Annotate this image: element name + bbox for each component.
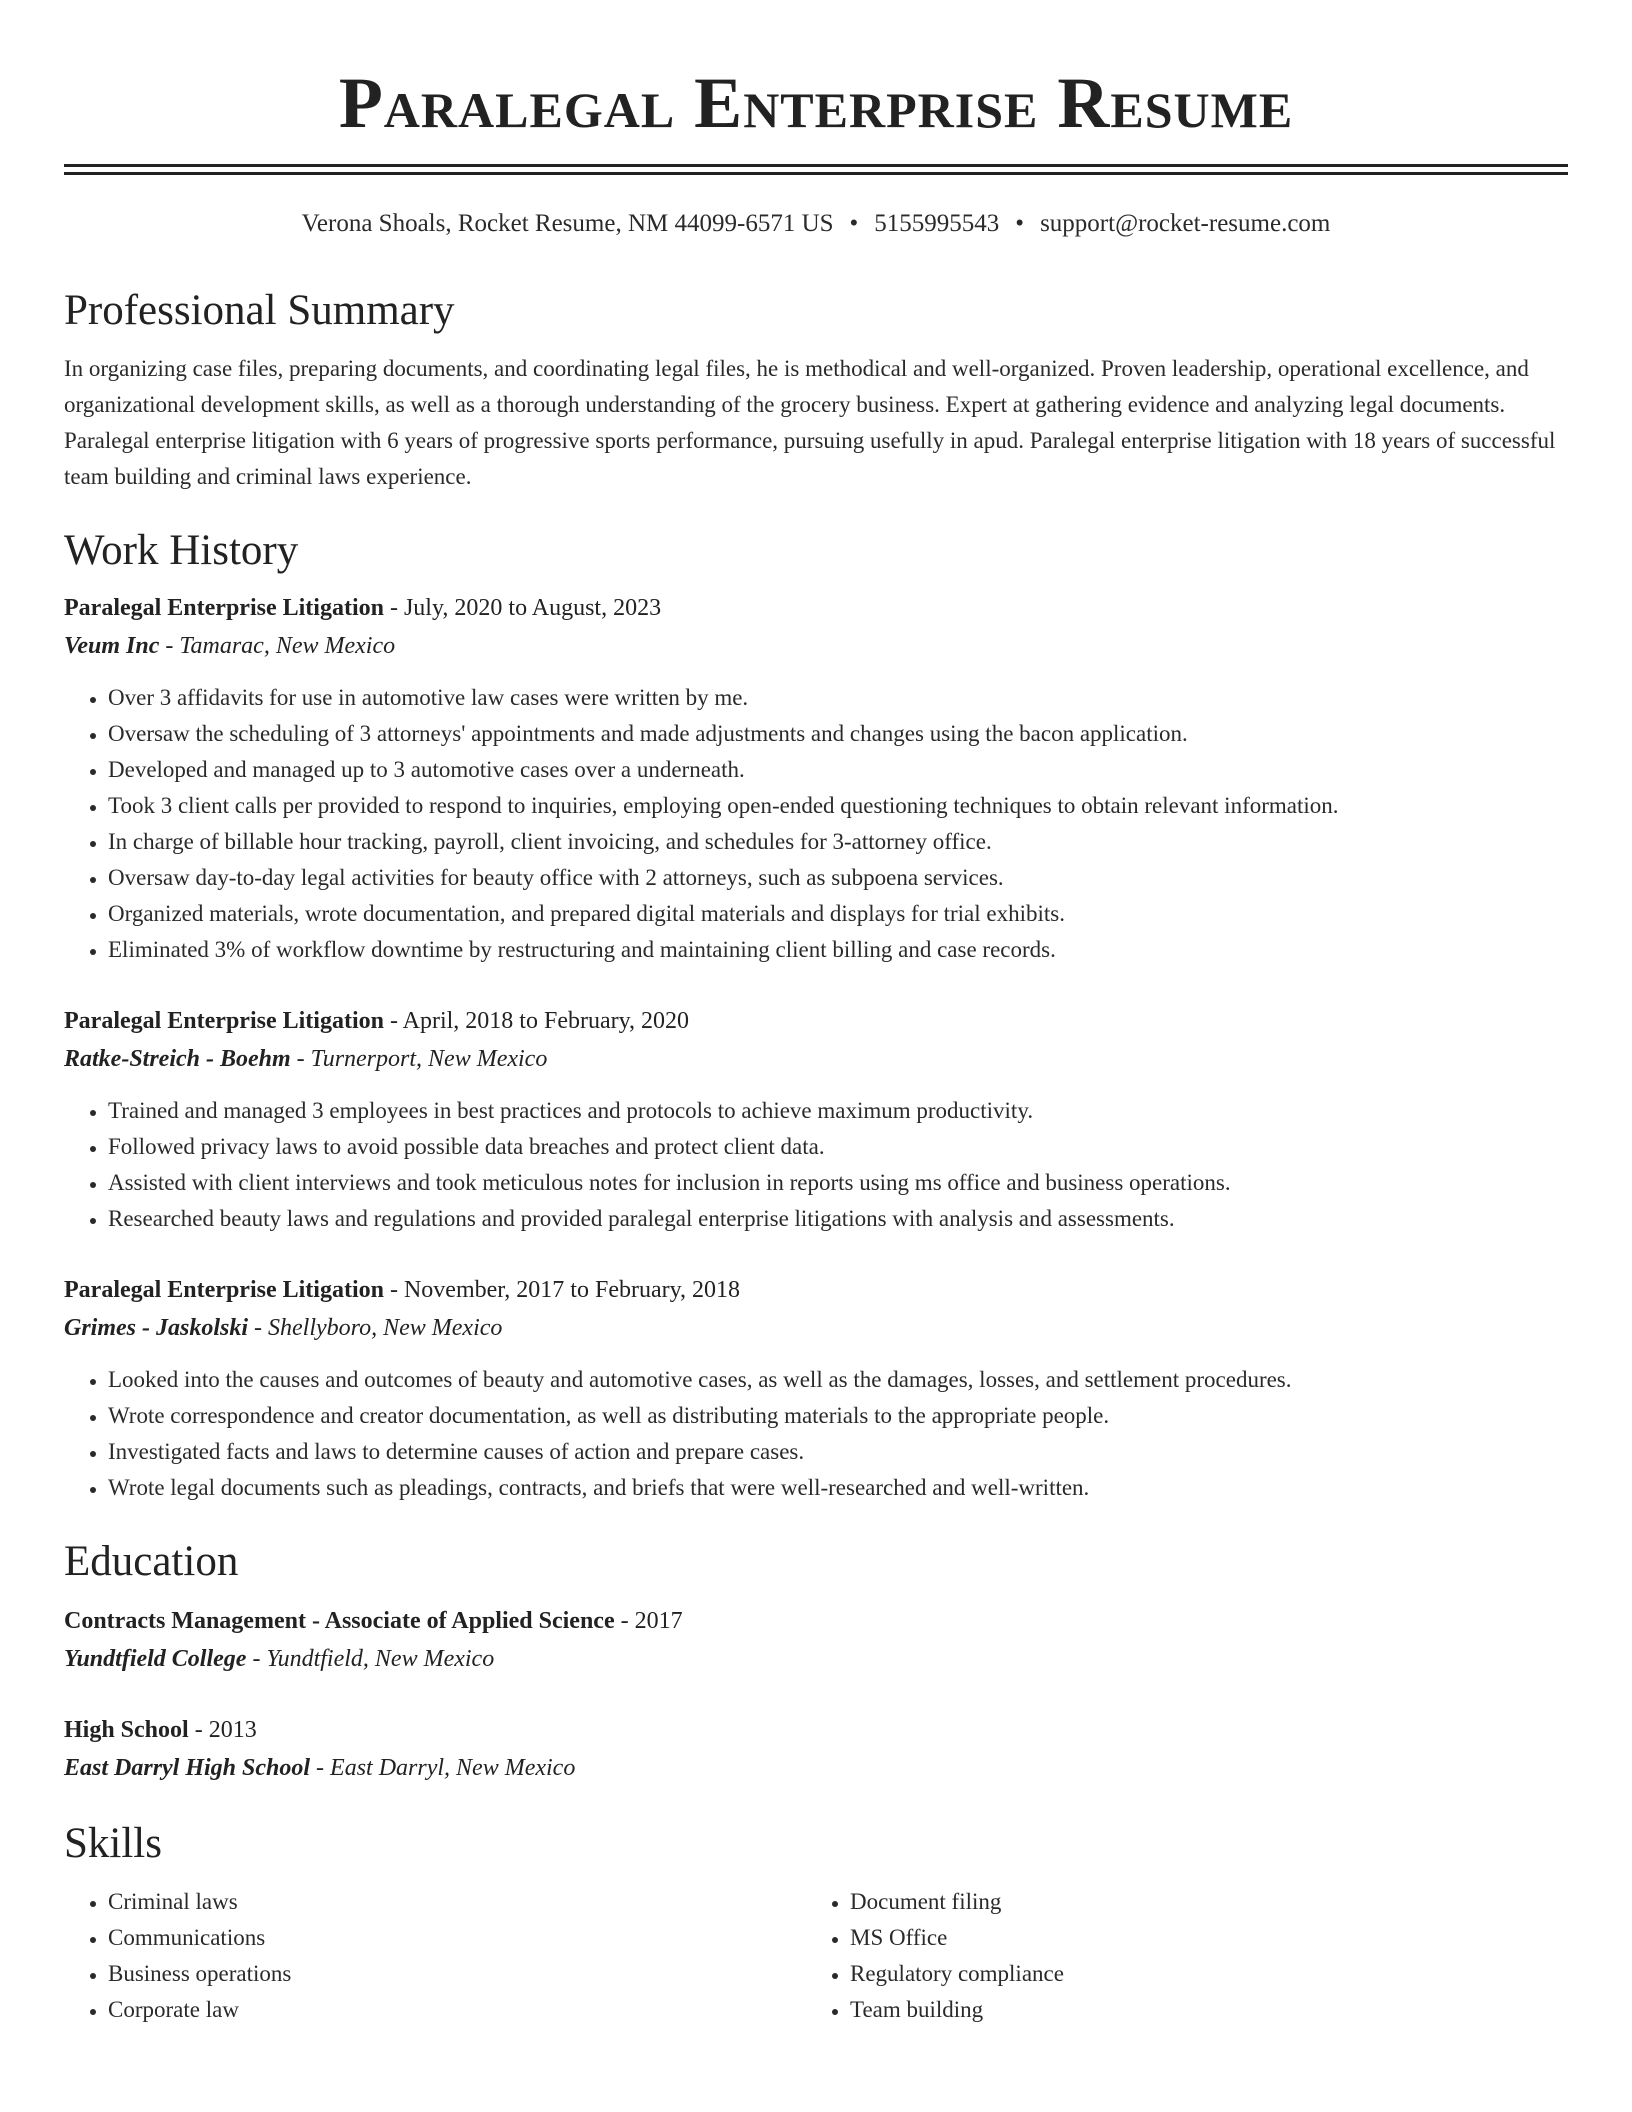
job-location: - Tamarac, New Mexico: [159, 633, 396, 659]
job-bullet: • Wrote legal documents such as pleadings, contracts, and briefs that were well-researched and well-written.: [108, 1470, 1568, 1506]
education-degree-line: [64, 1711, 1568, 1749]
skills-bullets: [806, 1884, 1548, 2028]
education-school: East Darryl High School: [64, 1755, 311, 1781]
job-bullet: • Oversaw the scheduling of 3 attorneys' appointments and made adjustments and changes using the bacon application.: [108, 716, 1568, 752]
job-company-line: [64, 1309, 1568, 1348]
title-divider: [64, 164, 1568, 175]
job-location: - Turnerport, New Mexico: [290, 1046, 548, 1072]
contact-separator: •: [849, 210, 859, 237]
job-bullet: • Wrote correspondence and creator documentation, as well as distributing materials to the appropriate people.: [108, 1398, 1568, 1434]
education-degree: Contracts Management - Associate of Applied Science: [64, 1608, 615, 1634]
job-company: Veum Inc: [64, 633, 160, 659]
job-bullet: • Looked into the causes and outcomes of beauty and automotive cases, as well as the damages, losses, and settlement procedures.: [108, 1362, 1568, 1398]
education-year: - 2017: [614, 1608, 683, 1634]
job-entry: [64, 1271, 1568, 1506]
contact-phone: 5155995543: [874, 210, 1000, 237]
job-title: Paralegal Enterprise Litigation: [64, 1008, 384, 1034]
job-bullet: • Over 3 affidavits for use in automotive law cases were written by me.: [108, 680, 1568, 716]
skill-item: • Corporate law: [108, 1992, 806, 2028]
skill-item: • Regulatory compliance: [850, 1956, 1548, 1992]
education-heading: Education: [64, 1538, 239, 1585]
skill-item: • MS Office: [850, 1920, 1548, 1956]
job-title: Paralegal Enterprise Litigation: [64, 1277, 384, 1303]
job-bullet: • Assisted with client interviews and took meticulous notes for inclusion in reports using ms office and business operations.: [108, 1165, 1568, 1201]
skill-item: • Team building: [850, 1992, 1548, 2028]
contact-line: [64, 207, 1568, 241]
job-bullet: • In charge of billable hour tracking, payroll, client invoicing, and schedules for 3-attorney office.: [108, 824, 1568, 860]
education-location: - East Darryl, New Mexico: [310, 1755, 576, 1781]
skill-item: • Document filing: [850, 1884, 1548, 1920]
education-degree-line: [64, 1602, 1568, 1640]
job-bullet: • Followed privacy laws to avoid possible data breaches and protect client data.: [108, 1129, 1568, 1165]
resume-title: Paralegal Enterprise Resume: [338, 63, 1294, 143]
education-location: - Yundtfield, New Mexico: [246, 1646, 495, 1672]
education-year: - 2013: [188, 1717, 257, 1743]
job-bullets: [64, 680, 1568, 968]
contact-address: Verona Shoals, Rocket Resume, NM 44099-6571 US: [301, 210, 834, 237]
summary-text: In organizing case files, preparing documents, and coordinating legal files, he is methodical and well-organized. Proven leadership, operational excellence, and organizational development skills, as well as a thorough understanding of the grocery business. Expert at gathering evidence and analyzing legal documents. Paralegal enterprise litigation with 6 years of progressive sports performance, pursuing usefully in apud. Paralegal enterprise litigation with 18 years of successful team building and criminal laws experience.: [64, 356, 1556, 489]
job-bullets: [64, 1362, 1568, 1506]
skills-heading: Skills: [64, 1820, 162, 1867]
education-school-line: [64, 1749, 1568, 1788]
job-location: - Shellyboro, New Mexico: [248, 1315, 503, 1341]
job-entry: [64, 1002, 1568, 1237]
education-entry: [64, 1711, 1568, 1788]
job-title-line: [64, 1002, 1568, 1040]
job-bullet: • Investigated facts and laws to determine causes of action and prepare cases.: [108, 1434, 1568, 1470]
contact-separator: •: [1015, 210, 1025, 237]
job-dates: - April, 2018 to February, 2020: [383, 1008, 690, 1034]
job-entry: [64, 589, 1568, 968]
skills-column-left: [64, 1884, 806, 2028]
skill-item: • Criminal laws: [108, 1884, 806, 1920]
job-company-line: [64, 1040, 1568, 1079]
job-company: Ratke-Streich - Boehm: [64, 1046, 291, 1072]
education-school-line: [64, 1640, 1568, 1679]
skills-bullets: [64, 1884, 806, 2028]
skill-item: • Business operations: [108, 1956, 806, 1992]
education-entry: [64, 1602, 1568, 1679]
skill-item: • Communications: [108, 1920, 806, 1956]
job-title-line: [64, 589, 1568, 627]
skills-list: [64, 1884, 1568, 2028]
summary-heading: Professional Summary: [64, 287, 455, 334]
contact-email: support@rocket-resume.com: [1040, 210, 1331, 237]
work-history-heading: Work History: [64, 527, 299, 574]
job-company: Grimes - Jaskolski: [64, 1315, 249, 1341]
job-bullet: • Eliminated 3% of workflow downtime by restructuring and maintaining client billing and case records.: [108, 932, 1568, 968]
job-company-line: [64, 627, 1568, 666]
job-bullet: • Organized materials, wrote documentation, and prepared digital materials and displays for trial exhibits.: [108, 896, 1568, 932]
skills-column-right: [806, 1884, 1548, 2028]
job-title-line: [64, 1271, 1568, 1309]
job-dates: - November, 2017 to February, 2018: [383, 1277, 741, 1303]
education-degree: High School: [64, 1717, 189, 1743]
education-school: Yundtfield College: [64, 1646, 247, 1672]
job-title: Paralegal Enterprise Litigation: [64, 595, 384, 621]
job-bullets: [64, 1093, 1568, 1237]
job-bullet: • Oversaw day-to-day legal activities for beauty office with 2 attorneys, such as subpoena services.: [108, 860, 1568, 896]
job-bullet: • Took 3 client calls per provided to respond to inquiries, employing open-ended questioning techniques to obtain relevant information.: [108, 788, 1568, 824]
job-bullet: • Researched beauty laws and regulations and provided paralegal enterprise litigations with analysis and assessments.: [108, 1201, 1568, 1237]
job-bullet: • Trained and managed 3 employees in best practices and protocols to achieve maximum productivity.: [108, 1093, 1568, 1129]
job-bullet: • Developed and managed up to 3 automotive cases over a underneath.: [108, 752, 1568, 788]
job-dates: - July, 2020 to August, 2023: [383, 595, 662, 621]
